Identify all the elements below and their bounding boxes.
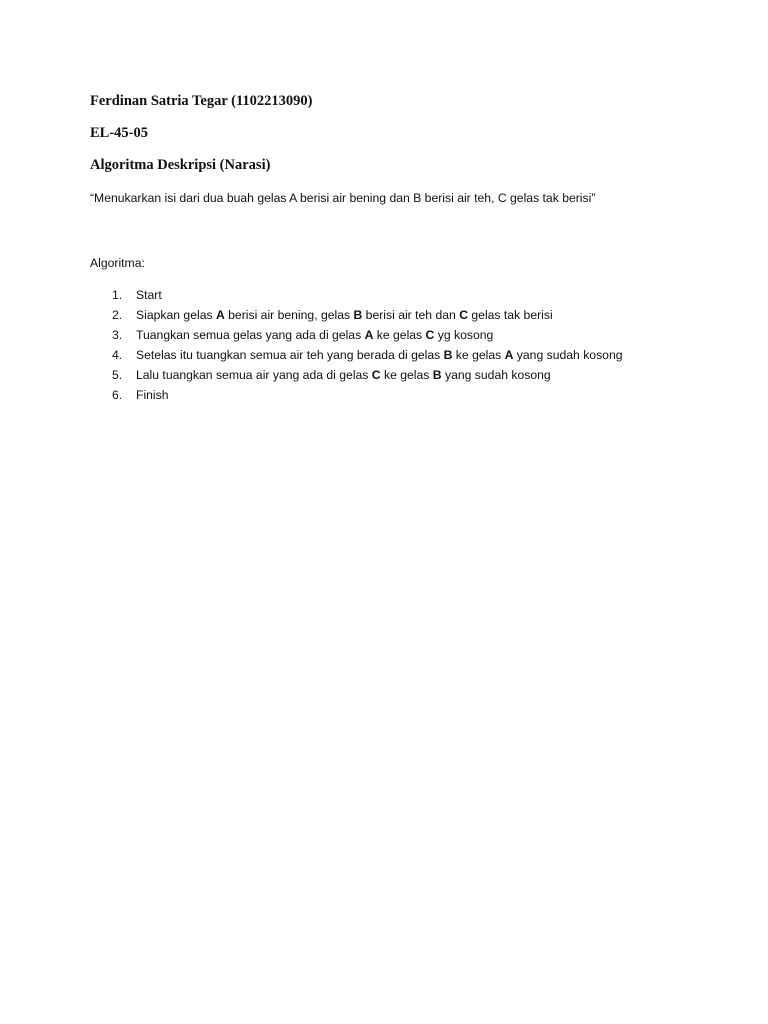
list-item — [90, 307, 623, 327]
step-text-segment: berisi air teh dan — [362, 308, 460, 322]
step-text-segment: Start — [136, 288, 162, 302]
step-number: 3. — [112, 328, 123, 342]
glass-label: B — [353, 308, 363, 322]
author-name: Ferdinan Satria Tegar (1102213090) — [90, 93, 313, 109]
glass-label: B — [443, 348, 453, 362]
step-text — [136, 348, 623, 362]
step-text-segment: berisi air bening, gelas — [224, 308, 354, 322]
glass-label: C — [425, 328, 435, 342]
step-text-segment: gelas tak berisi — [468, 308, 553, 322]
step-text — [136, 388, 169, 402]
problem-statement: “Menukarkan isi dari dua buah gelas A berisi air bening dan B berisi air teh, C gelas tak berisi” — [90, 191, 596, 205]
step-text-segment: ke gelas — [380, 368, 433, 382]
glass-label: C — [459, 308, 468, 322]
step-text — [136, 308, 553, 322]
step-text-segment: yg kosong — [434, 328, 494, 342]
list-item — [90, 327, 623, 347]
step-text-segment: ke gelas — [452, 348, 505, 362]
glass-label: A — [215, 308, 225, 322]
class-code: EL-45-05 — [90, 125, 148, 141]
document-title: Algoritma Deskripsi (Narasi) — [90, 157, 271, 173]
step-number: 2. — [112, 308, 123, 322]
list-item — [90, 367, 623, 387]
step-text — [136, 368, 551, 382]
glass-label: B — [432, 368, 442, 382]
step-text-segment: yang sudah kosong — [441, 368, 551, 382]
step-number: 6. — [112, 388, 123, 402]
glass-label: C — [371, 368, 381, 382]
step-text-segment: Finish — [136, 388, 169, 402]
glass-label: A — [364, 328, 374, 342]
step-text — [136, 328, 493, 342]
step-text — [136, 288, 162, 302]
step-text-segment: Lalu tuangkan semua air yang ada di gelas — [136, 368, 372, 382]
list-item — [90, 387, 623, 407]
step-text-segment: Siapkan gelas — [136, 308, 216, 322]
algorithm-steps-list — [90, 287, 623, 407]
list-item — [90, 287, 623, 307]
step-number: 5. — [112, 368, 123, 382]
algorithm-label: Algoritma: — [90, 256, 145, 270]
step-number: 1. — [112, 288, 123, 302]
step-number: 4. — [112, 348, 123, 362]
step-text-segment: Setelas itu tuangkan semua air teh yang berada di gelas — [136, 348, 444, 362]
glass-label: A — [504, 348, 514, 362]
step-text-segment: Tuangkan semua gelas yang ada di gelas — [136, 328, 365, 342]
step-text-segment: yang sudah kosong — [513, 348, 623, 362]
step-text-segment: ke gelas — [373, 328, 426, 342]
list-item — [90, 347, 623, 367]
